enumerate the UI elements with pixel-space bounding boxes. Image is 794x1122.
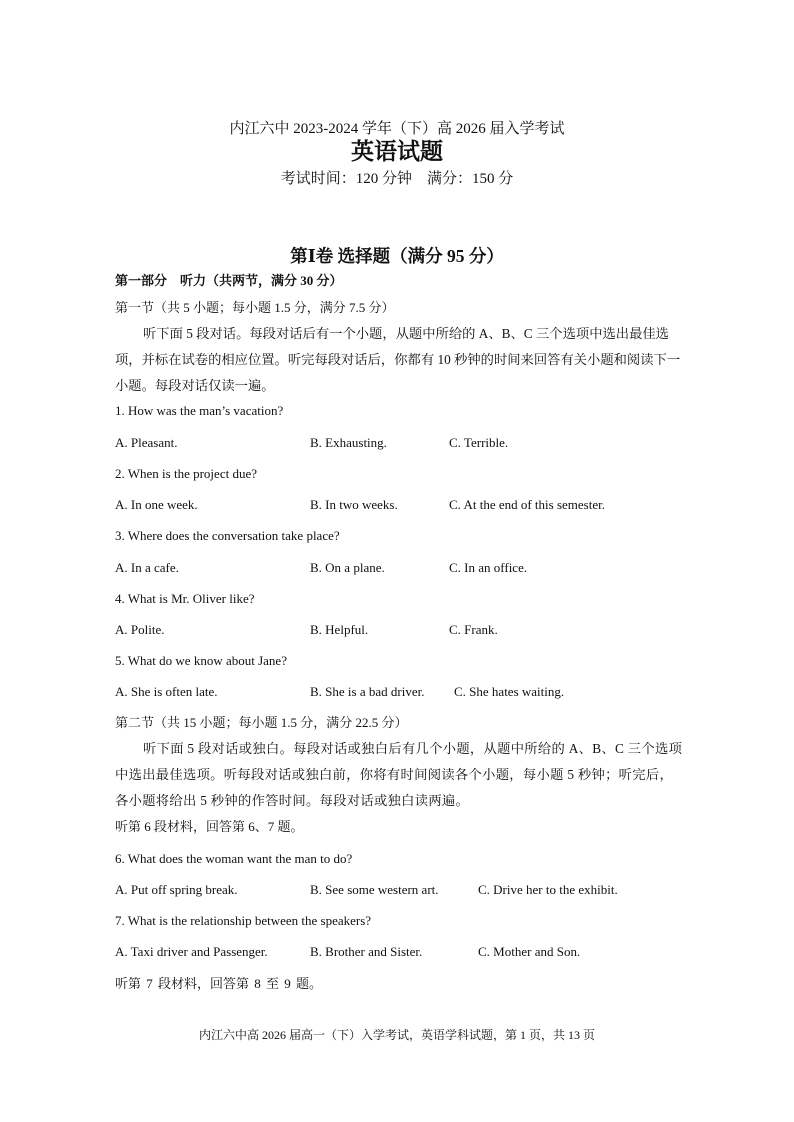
section2-heading: 第二节（共 15 小题；每小题 1.5 分，满分 22.5 分） bbox=[115, 715, 408, 730]
q7-option-b: B. Brother and Sister. bbox=[310, 944, 423, 959]
volume-heading: 第Ⅰ卷 选择题（满分 95 分） bbox=[290, 246, 504, 266]
q1-option-a: A. Pleasant. bbox=[115, 435, 178, 450]
q5-option-a: A. She is often late. bbox=[115, 684, 218, 699]
page-footer: 内江六中高 2026 届高一（下）入学考试，英语学科试题，第 1 页，共 13 页 bbox=[198, 1028, 595, 1042]
question-6: 6. What does the woman want the man to do? bbox=[115, 851, 353, 866]
section1-instructions: 听下面 5 段对话。每段对话后有一个小题，从题中所给的 A、B、C 三个选项中选出最佳选项，并标在试卷的相应位置。听完每段对话后，你都有 10 秒钟的时间来回答有关小题和阅读下一小题。每段对话仅读一遍。 bbox=[115, 326, 681, 393]
question-1: 1. How was the man’s vacation? bbox=[115, 403, 284, 418]
material-6-note: 听第 6 段材料，回答第 6、7 题。 bbox=[115, 819, 304, 834]
q1-option-c: C. Terrible. bbox=[449, 435, 509, 450]
q6-option-b: B. See some western art. bbox=[310, 882, 439, 897]
q2-option-c: C. At the end of this semester. bbox=[449, 497, 605, 512]
q4-option-b: B. Helpful. bbox=[310, 622, 369, 637]
q3-option-a: A. In a cafe. bbox=[115, 560, 179, 575]
q7-option-a: A. Taxi driver and Passenger. bbox=[115, 944, 268, 959]
q1-option-b: B. Exhausting. bbox=[310, 435, 387, 450]
q3-option-b: B. On a plane. bbox=[310, 560, 385, 575]
q6-option-a: A. Put off spring break. bbox=[115, 882, 238, 897]
subject-title: 英语试题 bbox=[351, 139, 443, 164]
exam-info: 考试时间：120 分钟 满分：150 分 bbox=[280, 171, 514, 187]
q5-option-c: C. She hates waiting. bbox=[454, 684, 565, 699]
q2-option-b: B. In two weeks. bbox=[310, 497, 398, 512]
part1-heading: 第一部分 听力（共两节，满分 30 分） bbox=[115, 273, 343, 288]
question-2: 2. When is the project due? bbox=[115, 466, 257, 481]
q4-option-a: A. Polite. bbox=[115, 622, 165, 637]
q5-option-b: B. She is a bad driver. bbox=[310, 684, 425, 699]
question-7: 7. What is the relationship between the speakers? bbox=[115, 913, 372, 928]
section2-instructions: 听下面 5 段对话或独白。每段对话或独白后有几个小题，从题中所给的 A、B、C 三个选项中选出最佳选项。听每段对话或独白前，你将有时间阅读各个小题，每小题 5 秒钟；听完后，各小题将给出 5 秒钟的作答时间。每段对话或独白读两遍。 bbox=[115, 741, 683, 808]
question-5: 5. What do we know about Jane? bbox=[115, 653, 287, 668]
section1-heading: 第一节（共 5 小题；每小题 1.5 分，满分 7.5 分） bbox=[115, 300, 395, 315]
exam-title-line: 内江六中 2023-2024 学年（下）高 2026 届入学考试 bbox=[229, 121, 565, 137]
question-4: 4. What is Mr. Oliver like? bbox=[115, 591, 255, 606]
q7-option-c: C. Mother and Son. bbox=[478, 944, 581, 959]
question-3: 3. Where does the conversation take place? bbox=[115, 528, 340, 543]
q2-option-a: A. In one week. bbox=[115, 497, 198, 512]
q6-option-c: C. Drive her to the exhibit. bbox=[478, 882, 618, 897]
material-7-note: 听第 7 段材料，回答第 8 至 9 题。 bbox=[115, 976, 323, 991]
q3-option-c: C. In an office. bbox=[449, 560, 528, 575]
q4-option-c: C. Frank. bbox=[449, 622, 498, 637]
